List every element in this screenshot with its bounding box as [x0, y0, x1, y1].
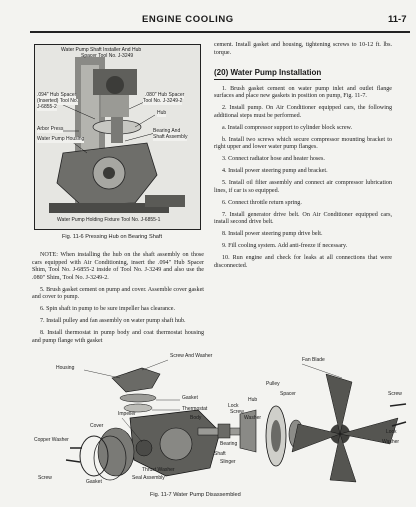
label-housing: Housing: [56, 365, 75, 371]
page-header-title: ENGINE COOLING: [142, 14, 234, 25]
install-step-5: 5. Install oil filter assembly and connect air compressor lubrication lines, if car is so equipped.: [214, 180, 392, 194]
label-hub: Hub: [248, 397, 258, 403]
continued-paragraph: cement. Install gasket and housing, tightening screws to 10-12 ft. lbs. torque.: [214, 42, 392, 56]
install-step-9: 9. Fill cooling system. Add anti-freeze if necessary.: [222, 243, 348, 250]
label-slinger: Slinger: [220, 459, 236, 465]
label-pump-housing: Water Pump Housing: [37, 136, 85, 142]
install-step-8: 8. Install power steering pump drive belt.: [222, 231, 323, 238]
right-column: [214, 42, 392, 275]
label-copper-washer: Copper Washer: [34, 437, 69, 443]
step-7-paragraph: 7. Install pulley and fan assembly on water pump shaft hub.: [40, 318, 186, 325]
label-spacer: Spacer: [280, 391, 296, 397]
label-spacer-080-b: Tool No. J-3249-2: [143, 98, 183, 104]
label-spacer-094-c: J-6855-2: [37, 104, 57, 110]
install-step-1: 1. Brush gasket cement on water pump inlet and outlet flange surfaces and place new gaskets in position on pump, Fig. 11-7.: [214, 85, 392, 100]
label-screw-top: Screw And Washer: [170, 353, 213, 359]
step-5-paragraph: 5. Brush gasket cement on pump and cover. Assemble cover gasket and cover to pump.: [32, 286, 204, 301]
label-bearing: Bearing And: [153, 128, 181, 134]
water-pump-exploded-view: [30, 352, 412, 488]
label-spacer-094-b: (Inserted) Tool No.: [37, 98, 79, 104]
label-fixture: Water Pump Holding Fixture Tool No. J-6855-1: [57, 217, 161, 223]
label-washer-right: Washer: [382, 439, 400, 445]
install-step-6: 6. Connect throttle return spring.: [222, 199, 302, 206]
label-hub: Hub: [157, 110, 167, 116]
label-impeller: Impeller: [118, 411, 136, 417]
install-step-b: b. Install two screws which secure compressor mounting bracket to right upper and lower water pump flanges.: [214, 136, 392, 151]
figure-11-7: [30, 352, 412, 488]
label-shaft: Shaft: [214, 451, 226, 457]
install-step-3: 3. Connect radiator hose and heater hoses.: [222, 156, 325, 163]
install-step-7: 7. Install generator drive belt. On Air Conditioner equipped cars, install second drive belt.: [214, 211, 392, 226]
install-step-a: a. Install compressor support to cylinder block screw.: [222, 124, 353, 131]
label-cover: Cover: [90, 423, 104, 429]
left-column: [32, 252, 204, 350]
label-seal-assembly: Seal Assembly: [132, 475, 165, 481]
label-thrust-washer: Thrust Washer: [142, 467, 175, 473]
label-thermostat: Thermostat: [182, 406, 208, 412]
header-rule: [30, 31, 410, 33]
label-pulley: Pulley: [266, 381, 280, 387]
label-bearing-2: Shaft Assembly: [153, 134, 188, 140]
label-arbor-press: Arbor Press: [37, 126, 64, 132]
label-screw-right: Screw: [388, 391, 402, 397]
label-bearing: Bearing: [220, 441, 238, 447]
install-step-4: 4. Install power steering pump and bracket.: [222, 168, 328, 175]
label-washer-center: Washer: [244, 415, 262, 421]
figure-11-6: [34, 44, 201, 230]
label-lock-right: Lock: [386, 429, 397, 435]
step-8-paragraph: 8. Install thermostat in pump body and coat thermostat housing and pump flange with gasket: [32, 330, 204, 344]
label-lock: Lock: [228, 403, 239, 409]
install-step-2: 2. Install pump. On Air Conditioner equipped cars, the following additional steps must be performed.: [214, 105, 392, 119]
label-body: Body: [190, 415, 202, 421]
label-fan-blade: Fan Blade: [302, 357, 325, 363]
label-installer: Water Pump Shaft Installer And Hub: [61, 47, 142, 53]
note-paragraph: NOTE: When installing the hub on the shaft assembly on those cars equipped with Air Conditioning, insert the .094" Hub Spacer Shim, Tool No. J-6855-2 inside of Tool No. J-3249 and also use the .080" Shim, Tool No. J-3249-2.: [32, 252, 204, 281]
step-6-paragraph: 6. Spin shaft in pump to be sure impeller has clearance.: [40, 306, 176, 313]
label-gasket-bottom: Gasket: [86, 479, 102, 485]
figure-11-7-caption: Fig. 11-7 Water Pump Disassembled: [150, 492, 241, 498]
label-screw-left: Screw: [38, 475, 52, 481]
label-spacer-080: .080" Hub Spacer: [145, 92, 185, 98]
section-heading: (20) Water Pump Installation: [214, 68, 321, 80]
page-number: 11-7: [388, 14, 407, 25]
figure-11-6-caption: Fig. 11-6 Pressing Hub on Bearing Shaft: [62, 234, 163, 240]
install-step-10: 10. Run engine and check for leaks at all connections that were disconnected.: [214, 255, 392, 269]
label-gasket-top: Gasket: [182, 395, 198, 401]
label-spacer-094: .094" Hub Spacer: [37, 92, 77, 98]
label-installer-2: Spacer Tool No. J-3249: [81, 53, 134, 59]
label-screw-center: Screw: [230, 409, 244, 415]
